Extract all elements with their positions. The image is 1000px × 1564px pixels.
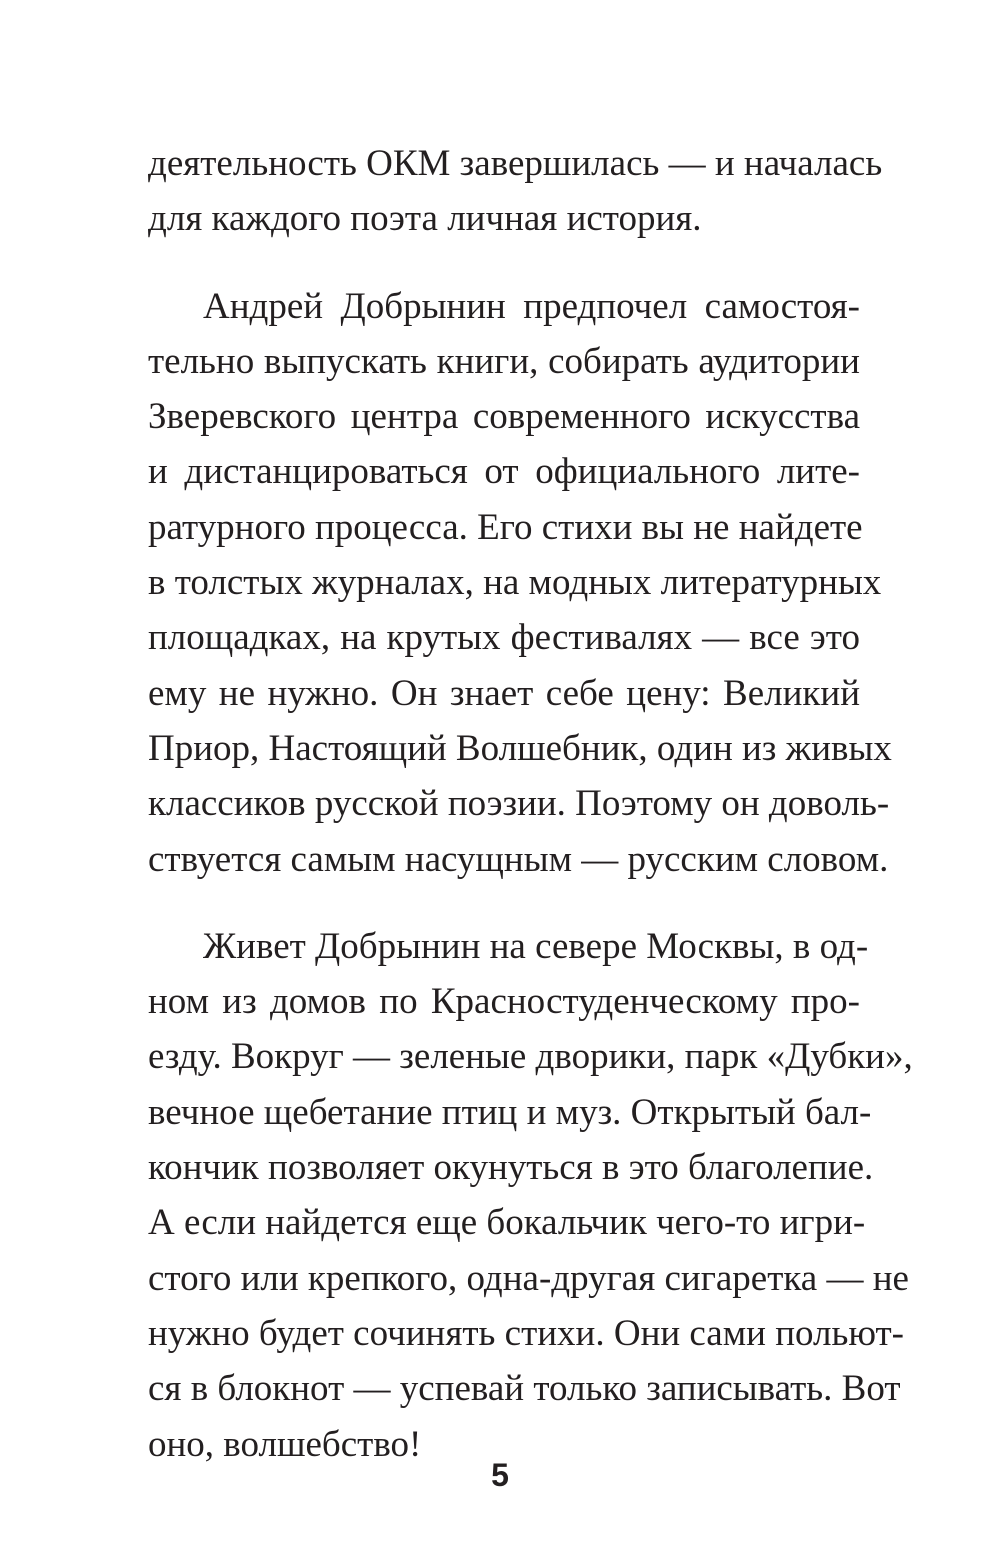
text-line: Зверевского центра современного искусства (148, 396, 860, 438)
page-number: 5 (491, 1457, 509, 1493)
text-line: оно, волшебство! (148, 1423, 422, 1465)
paragraph-dobrynin-career (148, 279, 892, 887)
text-line: Приор, Настоящий Волшебник, один из живых (148, 727, 892, 769)
paragraph-dobrynin-home (148, 919, 913, 1472)
text-line: деятельность ОКМ завершилась — и началась (148, 143, 883, 184)
text-line: Живет Добрынин на севере Москвы, в од- (203, 925, 869, 967)
text-line: Андрей Добрынин предпочел самостоя- (203, 285, 860, 327)
text-line: езду. Вокруг — зеленые дворики, парк «Дубки», (148, 1036, 913, 1078)
text-line: стого или крепкого, одна-другая сигаретка — не (148, 1257, 909, 1299)
text-line: для каждого поэта личная история. (148, 198, 702, 240)
text-line: нужно будет сочинять стихи. Они сами польют- (148, 1312, 904, 1354)
text-line: ном из домов по Красностуденческому про- (148, 981, 860, 1023)
text-line: ствуется самым насущным — русским словом. (148, 838, 889, 880)
text-line: классиков русской поэзии. Поэтому он доволь- (148, 783, 890, 825)
paragraph-okm-ending (148, 136, 883, 247)
text-line: ратурного процесса. Его стихи вы не найдете (148, 506, 863, 548)
body-text (148, 136, 913, 1472)
text-line: в толстых журналах, на модных литературных (148, 562, 882, 604)
text-line: ему не нужно. Он знает себе цену: Великий (148, 672, 860, 714)
text-line: и дистанцироваться от официального лите- (148, 451, 860, 493)
text-line: А если найдется еще бокальчик чего-то игри- (148, 1202, 866, 1244)
text-line: вечное щебетание птиц и муз. Открытый бал- (148, 1091, 872, 1133)
text-line: кончик позволяет окунуться в это благолепие. (148, 1147, 874, 1189)
text-line: тельно выпускать книги, собирать аудитории (148, 340, 860, 382)
text-line: площадках, на крутых фестивалях — все это (148, 617, 860, 659)
text-line: ся в блокнот — успевай только записывать. Вот (148, 1368, 901, 1410)
